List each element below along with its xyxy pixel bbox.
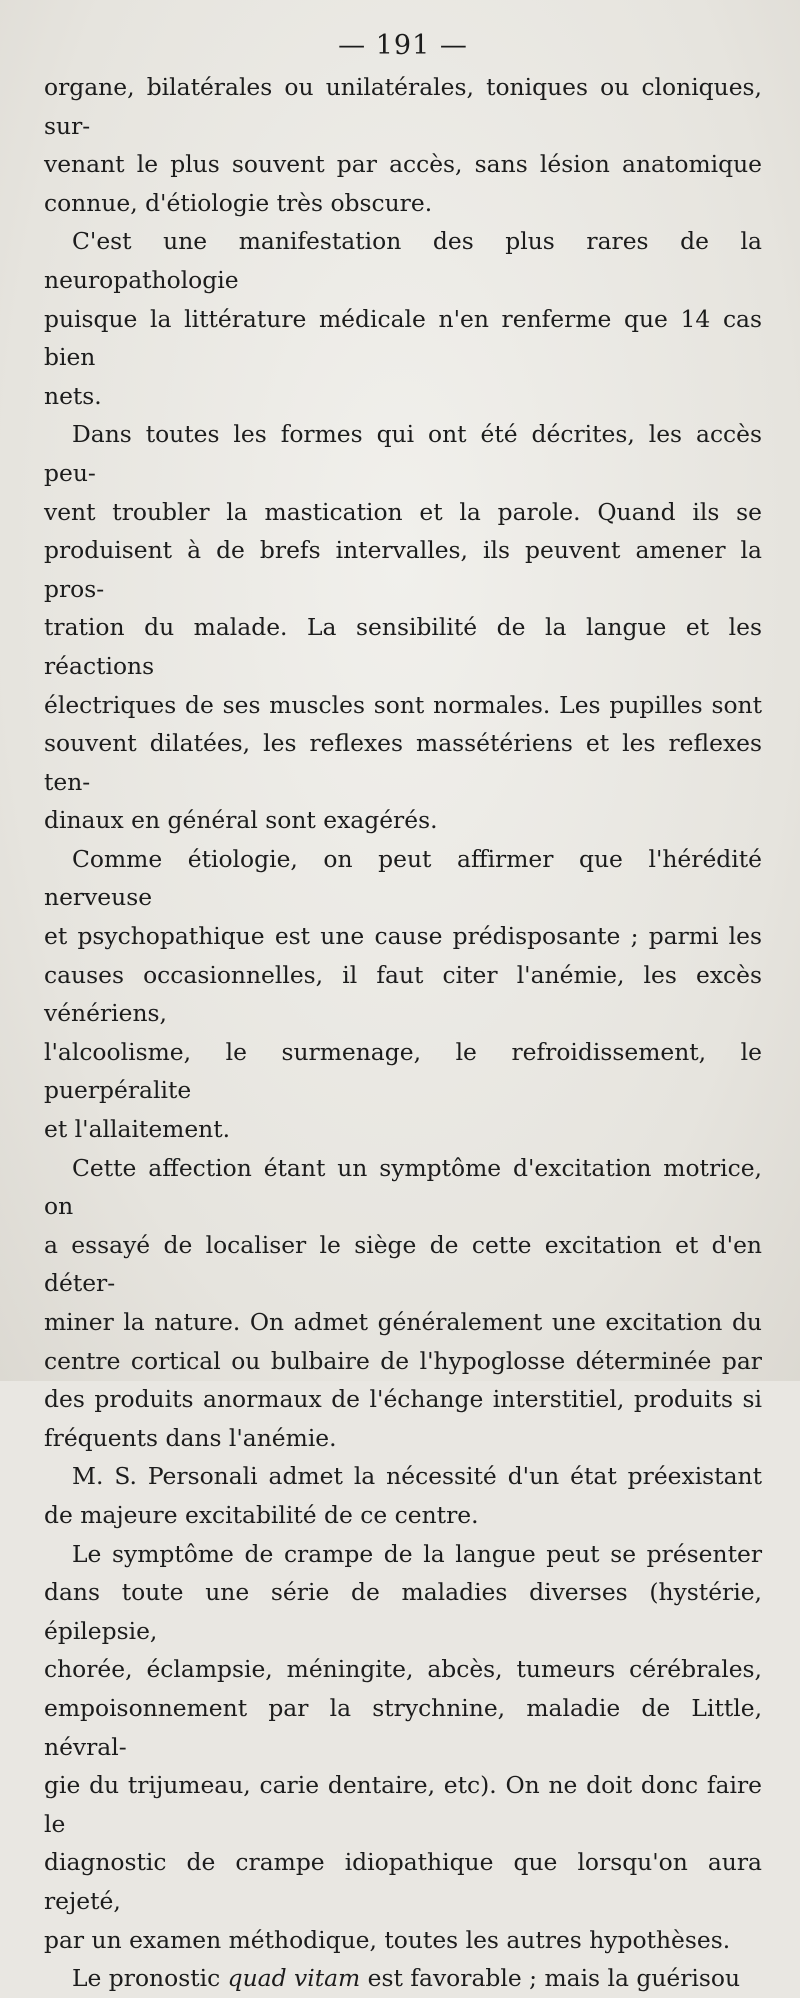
final-line-end: est favorable ; mais la guérisou <box>360 1964 741 1993</box>
paragraph <box>44 1149 762 1458</box>
paragraph <box>44 840 762 1149</box>
text-line: causes occasionnelles, il faut citer l'anémie, les excès vénériens, <box>44 960 762 1028</box>
paragraph <box>44 1535 762 1960</box>
final-paragraph <box>44 1959 762 1998</box>
text-line: tration du malade. La sensibilité de la langue et les réactions <box>44 613 762 680</box>
text-line: gie du trijumeau, carie dentaire, etc). On ne doit donc faire le <box>44 1771 762 1838</box>
text-line: connue, d'étiologie très obscure. <box>44 188 433 217</box>
text-line: organe, bilatérales ou unilatérales, toniques ou cloniques, sur- <box>44 73 762 140</box>
text-line: Dans toutes les formes qui ont été décrites, les accès peu- <box>44 420 762 487</box>
text-line: Cette affection étant un symptôme d'excitation motrice, on <box>44 1153 762 1221</box>
paragraph <box>44 1457 762 1534</box>
text-line: puisque la littérature médicale n'en renferme que 14 cas bien <box>44 304 762 372</box>
text-line: a essayé de localiser le siège de cette excitation et d'en déter- <box>44 1230 762 1298</box>
page-number: — 191 — <box>338 30 468 61</box>
text-line: venant le plus souvent par accès, sans lésion anatomique <box>44 150 762 179</box>
text-line: électriques de ses muscles sont normales. Les pupilles sont <box>44 690 762 719</box>
paragraph <box>44 222 762 415</box>
text-line: M. S. Personali admet la nécessité d'un état préexistant <box>72 1462 762 1491</box>
paragraph <box>44 68 762 222</box>
text-line: produisent à de brefs intervalles, ils peuvent amener la pros- <box>44 536 762 603</box>
text-line: dans toute une série de maladies diverses (hystérie, épilepsie, <box>44 1578 762 1645</box>
text-line: l'alcoolisme, le surmenage, le refroidissement, le puerpéralite <box>44 1037 762 1105</box>
text-line: nets. <box>44 381 102 410</box>
text-line: Le symptôme de crampe de la langue peut se présenter <box>72 1539 762 1568</box>
text-line: souvent dilatées, les reflexes massétériens et les reflexes ten- <box>44 729 762 796</box>
text-line: chorée, éclampsie, méningite, abcès, tumeurs cérébrales, <box>44 1655 762 1684</box>
text-line: par un examen méthodique, toutes les autres hypothèses. <box>44 1925 731 1954</box>
text-line: empoisonnement par la strychnine, maladie de Little, névral- <box>44 1693 762 1761</box>
text-line: et l'allaitement. <box>44 1115 231 1144</box>
text-line: des produits anormaux de l'échange interstitiel, produits si <box>44 1385 762 1414</box>
text-line: centre cortical ou bulbaire de l'hypoglosse déterminée par <box>44 1346 762 1375</box>
final-line <box>44 1959 762 1998</box>
text-line: de majeure excitabilité de ce centre. <box>44 1500 479 1529</box>
text-line: C'est une manifestation des plus rares de la neuropathologie <box>44 227 762 294</box>
text-line: dinaux en général sont exagérés. <box>44 806 438 835</box>
text-line: diagnostic de crampe idiopathique que lorsqu'on aura rejeté, <box>44 1848 762 1915</box>
final-line-start: Le pronostic <box>72 1964 228 1993</box>
text-line: Comme étiologie, on peut affirmer que l'hérédité nerveuse <box>44 844 762 912</box>
text-line: miner la nature. On admet généralement une excitation du <box>44 1308 762 1336</box>
text-line: vent troubler la mastication et la parole. Quand ils se <box>44 497 762 526</box>
body-text <box>44 68 762 1959</box>
paragraph <box>44 415 762 840</box>
final-line-italic: quad vitam <box>227 1964 361 1993</box>
text-line: fréquents dans l'anémie. <box>44 1423 337 1452</box>
text-line: et psychopathique est une cause prédisposante ; parmi les <box>44 922 762 951</box>
